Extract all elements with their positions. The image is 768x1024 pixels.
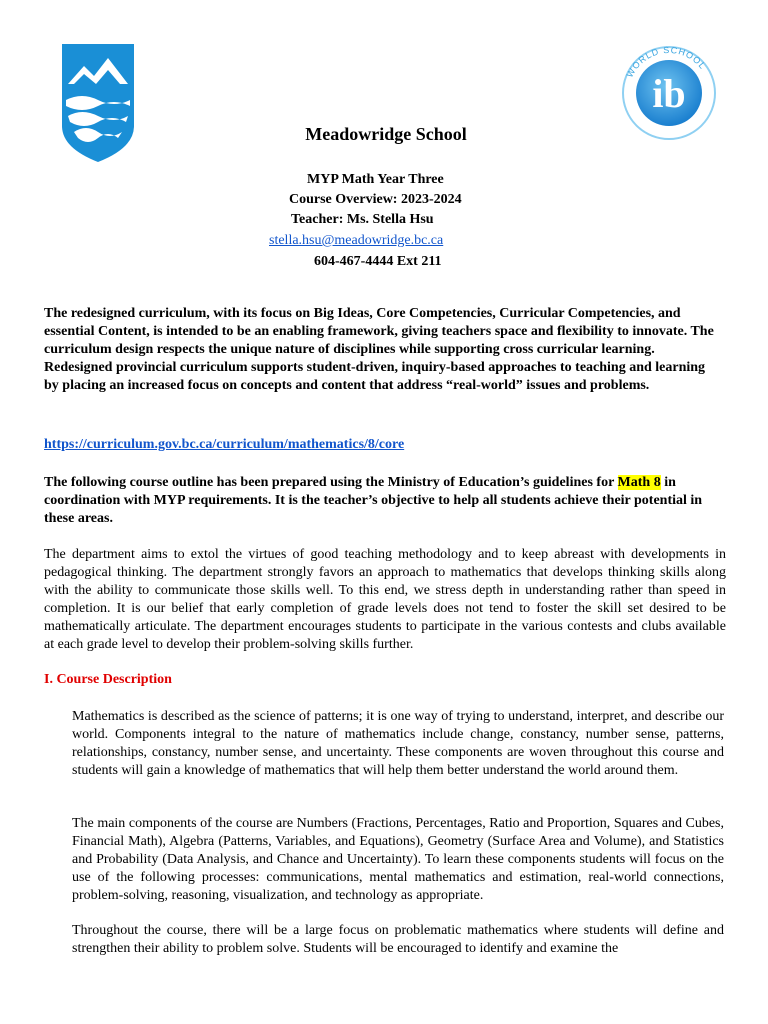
outline-text-part1: The following course outline has been prepared using the Ministry of Education’s guidelines for <box>44 475 618 490</box>
teacher-name: Teacher: Ms. Stella Hsu <box>291 212 434 227</box>
teacher-email-link[interactable]: stella.hsu@meadowridge.bc.ca <box>269 233 444 248</box>
outline-text-part2: in coordination with MYP requirements. It is the teacher’s objective to help all students achieve their potential in these areas. <box>44 475 703 526</box>
course-description-paragraph-1: Mathematics is described as the science of patterns; it is one way of trying to understand, interpret, and describe our world. Components integral to the nature of mathematics include change, constancy, number sense, patterns, relationships, constancy, number sense, and uncertainty. These components are woven throughout this course and students will gain a knowledge of mathematics that will help them better understand the world around them. <box>72 709 724 778</box>
course-overview: Course Overview: 2023-2024 <box>289 192 462 207</box>
course-description-heading: I. Course Description <box>44 672 172 687</box>
department-paragraph: The department aims to extol the virtues of good teaching methodology and to keep abreast with developments in pedagogical thinking. The department strongly favors an approach to mathematics that develops thinking skills along with the ability to communicate those skills well. To this end, we stress depth in understanding rather than speed in completion. It is our belief that early completion of grade levels does not tend to foster the skill set desired to be mathematically articulate. The department encourages students to participate in the various contests and clubs available at each grade level to develop their problem-solving skills further. <box>44 547 726 652</box>
course-title: MYP Math Year Three <box>307 172 444 187</box>
curriculum-link[interactable]: https://curriculum.gov.bc.ca/curriculum/mathematics/8/core <box>44 437 405 452</box>
ib-logo-text: ib <box>652 71 686 116</box>
course-description-paragraph-2: The main components of the course are Numbers (Fractions, Percentages, Ratio and Proportion, Squares and Cubes, Financial Math), Algebra (Patterns, Variables, and Equations), Geometry (Surface Area and Volume), and Statistics and Probability (Data Analysis, and Chance and Uncertainty). To learn these components students will focus on the use of the following processes: communications, mental mathematics and estimation, real-world connections, problem-solving, reasoning, visualization, and technology as appropriate. <box>72 816 724 903</box>
math8-highlight: Math 8 <box>617 475 661 490</box>
school-name: Meadowridge School <box>305 124 467 144</box>
teacher-phone: 604-467-4444 Ext 211 <box>314 254 442 269</box>
ib-ring-text: WORLD SCHOOL <box>624 44 709 80</box>
curriculum-intro-paragraph: The redesigned curriculum, with its focus on Big Ideas, Core Competencies, Curricular Competencies, and essential Content, is intended to be an enabling framework, giving teachers space and flexibility to innovate. The curriculum design respects the unique nature of disciplines while supporting cross curricular learning. Redesigned provincial curriculum supports student-driven, inquiry-based approaches to teaching and learning by placing an increased focus on concepts and content that address “real-world” issues and problems. <box>44 306 714 393</box>
course-outline-paragraph <box>44 474 726 528</box>
course-description-paragraph-3: Throughout the course, there will be a large focus on problematic mathematics where students will define and strengthen their ability to problem solve. Students will be encouraged to identify and examine the <box>72 923 724 956</box>
